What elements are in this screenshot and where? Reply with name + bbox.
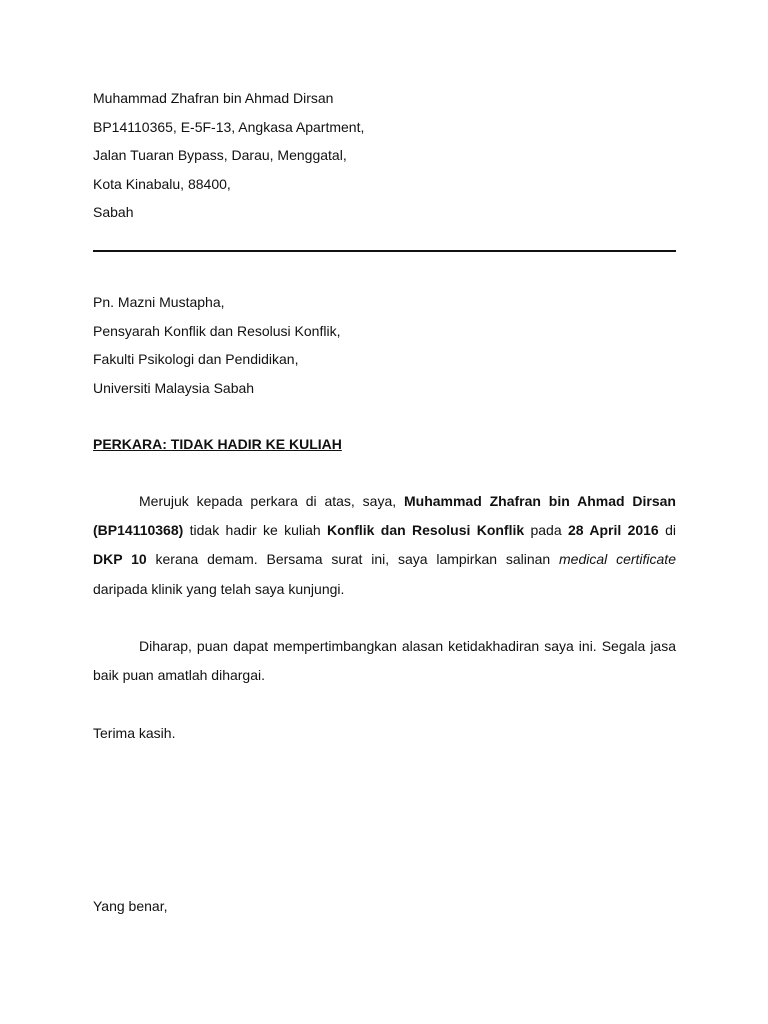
recipient-name: Pn. Mazni Mustapha, <box>93 294 225 310</box>
letter-subject: PERKARA: TIDAK HADIR KE KULIAH <box>93 436 342 452</box>
sender-address-line: BP14110365, E-5F-13, Angkasa Apartment, <box>93 118 365 135</box>
header-divider <box>93 250 676 252</box>
paragraph-text: daripada klinik yang telah saya kunjungi. <box>93 580 345 597</box>
student-name-and-id: Muhammad Zhafran bin Ahmad Dirsan (BP14110368) <box>93 493 676 539</box>
lecture-venue: DKP 10 <box>93 551 147 568</box>
body-paragraph-1 <box>93 487 676 604</box>
recipient-address-block <box>93 288 676 402</box>
sender-name: Muhammad Zhafran bin Ahmad Dirsan <box>93 90 334 106</box>
body-paragraph-2: Diharap, puan dapat mempertimbangkan alasan ketidakhadiran saya ini. Segala jasa baik puan amatlah dihargai. <box>93 638 676 684</box>
recipient-university: Universiti Malaysia Sabah <box>93 379 255 396</box>
signoff-line: Yang benar, <box>93 898 168 914</box>
paragraph-text: tidak hadir ke kuliah <box>183 522 328 539</box>
paragraph-text: kerana demam. Bersama surat ini, saya lampirkan salinan <box>146 551 560 568</box>
closing-line: Terima kasih. <box>93 725 176 741</box>
paragraph-text: Merujuk kepada perkara di atas, saya, <box>139 493 404 509</box>
absence-date: 28 April 2016 <box>567 522 659 539</box>
paragraph-text: pada <box>524 522 568 539</box>
recipient-title: Pensyarah Konflik dan Resolusi Konflik, <box>93 322 341 339</box>
sender-address-line: Kota Kinabalu, 88400, <box>93 175 231 192</box>
paragraph-text: di <box>658 522 676 539</box>
attachment-name: medical certificate <box>559 551 676 568</box>
recipient-faculty: Fakulti Psikologi dan Pendidikan, <box>93 351 299 368</box>
sender-address-line: Sabah <box>93 204 134 221</box>
sender-address-line: Jalan Tuaran Bypass, Darau, Menggatal, <box>93 147 347 164</box>
sender-address-block <box>93 84 676 227</box>
course-name: Konflik dan Resolusi Konflik <box>327 522 525 539</box>
